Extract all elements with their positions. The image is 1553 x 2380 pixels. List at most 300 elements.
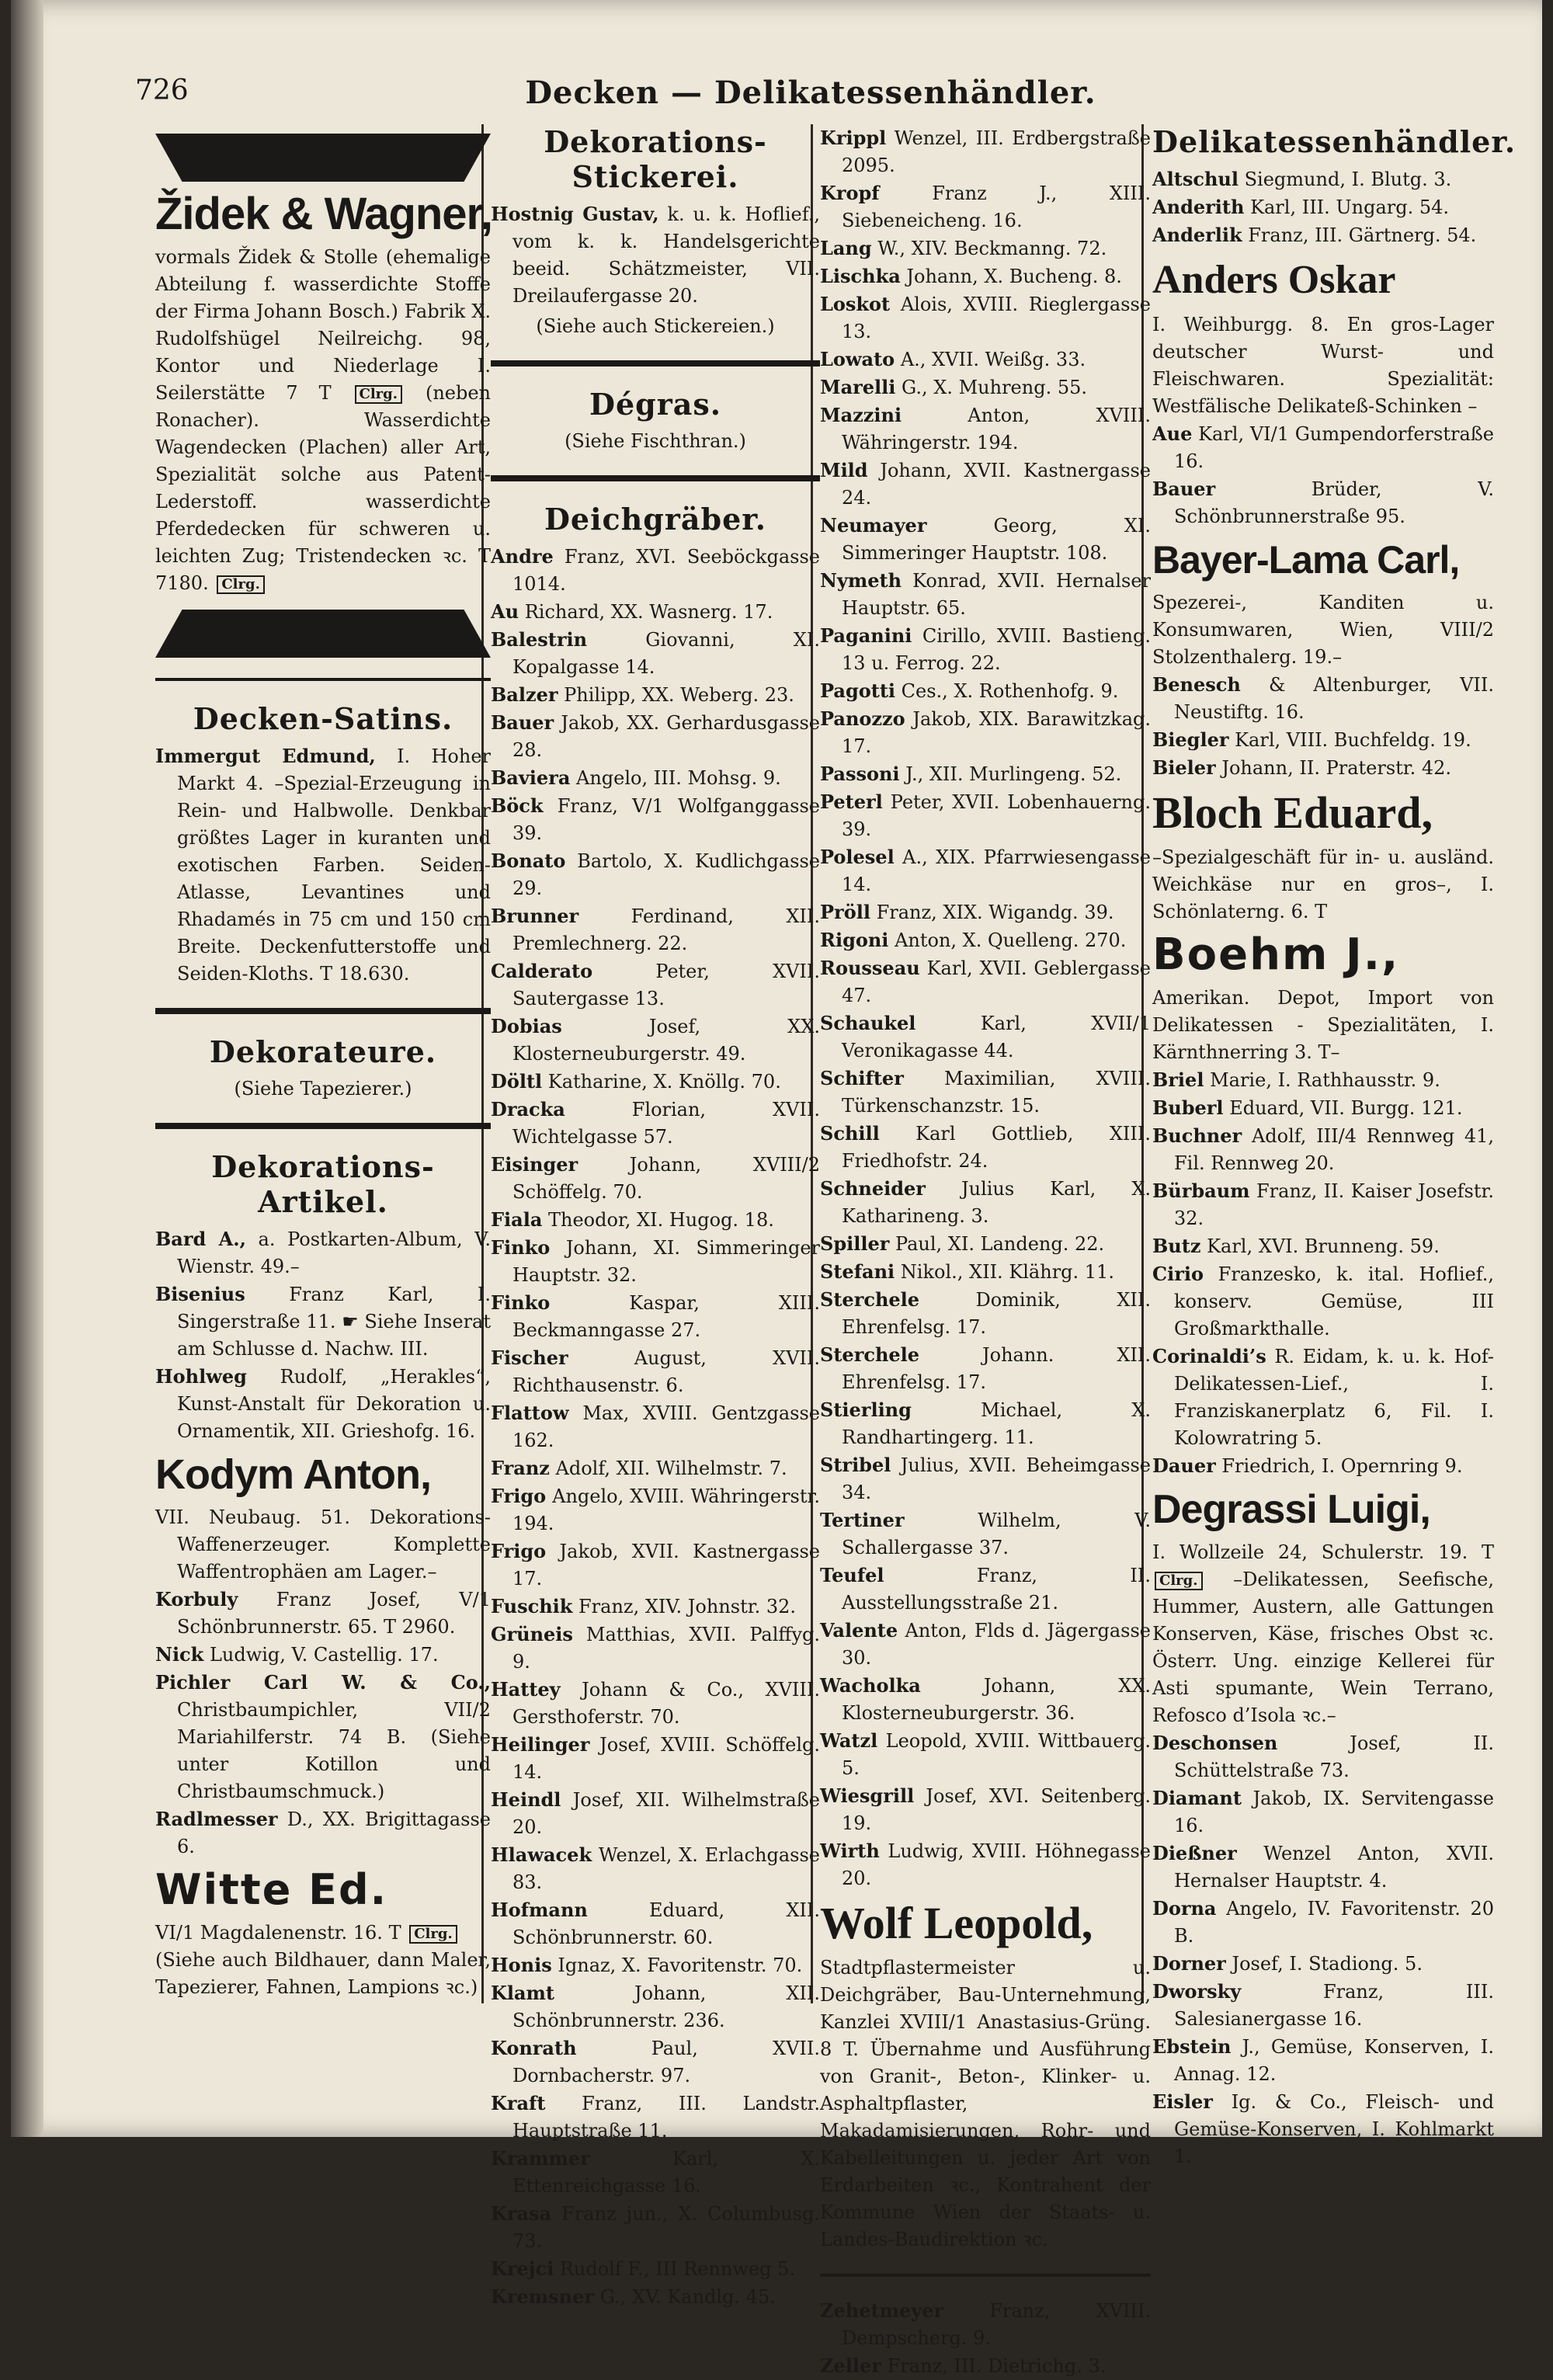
entry-text: Florian, XVII. Wichtelgasse 57.	[512, 1099, 820, 1148]
entry-name: Heilinger	[491, 1733, 590, 1756]
directory-entry	[1152, 221, 1494, 249]
directory-entry	[1152, 726, 1494, 754]
directory-entry	[491, 1731, 820, 1786]
entry-name: Bürbaum	[1152, 1180, 1250, 1202]
entry-name: Dauer	[1152, 1454, 1216, 1477]
directory-entry	[1152, 1840, 1494, 1895]
entry-name: Marelli	[820, 376, 896, 398]
entry-name: Bauer	[1152, 478, 1216, 500]
ad-degrassi-name: Degrassi Luigi,	[1152, 1487, 1430, 1532]
clearing-badge: Clrg.	[1155, 1572, 1203, 1590]
entry-text: Theodor, XI. Hugog. 18.	[548, 1209, 774, 1231]
entry-name: Balzer	[491, 683, 558, 706]
entry-name: Radlmesser	[155, 1808, 278, 1830]
section-rule	[155, 678, 491, 681]
directory-entry	[491, 957, 820, 1013]
directory-entry	[491, 1206, 820, 1234]
entry-name: Dießner	[1152, 1842, 1237, 1864]
entry-text: Karl, XVI. Brunneng. 59.	[1207, 1235, 1440, 1257]
directory-entry	[820, 1258, 1151, 1286]
entry-text: Nikol., XII. Klährg. 11.	[900, 1261, 1114, 1283]
entry-text: Wenzel, III. Erdbergstraße 2095.	[842, 127, 1151, 176]
entry-text: Franz, XIX. Wigandg. 39.	[876, 902, 1114, 923]
directory-entry	[1152, 754, 1494, 782]
entry-text: Josef, XVIII. Schöffelg. 14.	[512, 1734, 820, 1783]
directory-entry	[820, 235, 1151, 262]
directory-entry	[820, 1562, 1151, 1617]
directory-entry	[820, 926, 1151, 954]
entry-list	[1152, 671, 1494, 782]
ad-witte-text	[155, 1920, 491, 1947]
entry-text: Johann, XII. Schönbrunnerstr. 236.	[512, 1982, 820, 2031]
entry-text: k. u. k. Hoflief., vom k. k. Handelsgerichte beeid. Schätzmeister, VII. Dreilaufergasse 20.	[512, 203, 820, 307]
ad-bloch-name: Bloch Eduard,	[1152, 787, 1433, 838]
ad-zidek-text	[155, 244, 491, 597]
cross-reference: (Siehe Tapezierer.)	[234, 1078, 412, 1100]
entry-name: Franz	[491, 1457, 550, 1479]
entry-name: Hofmann	[491, 1899, 588, 1921]
entry-name: Ebstein	[1152, 2035, 1232, 2058]
entry-name: Wiesgrill	[820, 1784, 915, 1807]
entry-text: Bartolo, X. Kudlichgasse 29.	[512, 850, 820, 899]
entry-name: Krasa	[491, 2202, 552, 2225]
entry-name: Krippl	[820, 127, 887, 149]
entry-text: Karl, X. Ettenreichgasse 16.	[512, 2148, 820, 2197]
entry-name: Krejci	[491, 2257, 554, 2280]
entry-list	[1152, 420, 1494, 530]
directory-page	[11, 0, 1542, 2377]
section-rule	[820, 2274, 1151, 2277]
directory-entry	[820, 1286, 1151, 1341]
section-rule	[491, 475, 820, 481]
directory-entry	[820, 1341, 1151, 1396]
entry-text: Rudolf, „Herakles“, Kunst-Anstalt für Dekoration u. Ornamentik, XII. Grieshofg. 16.	[177, 1366, 491, 1442]
directory-entry	[820, 677, 1151, 705]
entry-name: Aue	[1152, 422, 1193, 445]
ad-degrassi-body: –Delikatessen, Seefische, Hummer, Austern, alle Gattungen Konserven, Käse, frisches Obst ꝛc. Österr. Ung. einzige Kellerei für Asti spumante, Wein Terrano, Refosco d’Isola ꝛc.–	[1152, 1569, 1494, 1726]
entry-text: Julius, XVII. Beheimgasse 34.	[842, 1454, 1151, 1503]
directory-entry	[1152, 1232, 1494, 1260]
entry-name: Loskot	[820, 293, 891, 315]
entry-list	[1152, 1066, 1494, 1480]
entry-name: Peterl	[820, 790, 883, 813]
entry-text: Kaspar, XIII. Beckmanngasse 27.	[512, 1292, 820, 1341]
entry-text: Philipp, XX. Weberg. 23.	[564, 684, 794, 706]
cross-reference: (Siehe Fischthran.)	[565, 430, 746, 452]
directory-entry	[491, 1979, 820, 2034]
directory-entry	[155, 1586, 491, 1641]
entry-name: Bisenius	[155, 1283, 245, 1305]
directory-entry	[820, 457, 1151, 512]
entry-name: Calderato	[491, 960, 593, 982]
entry-text: Wilhelm, V. Schallergasse 37.	[842, 1510, 1151, 1558]
directory-entry	[491, 1013, 820, 1068]
entry-text: Leopold, XVIII. Wittbauerg. 5.	[842, 1730, 1151, 1779]
entry-text: Peter, XVII. Sautergasse 13.	[512, 961, 820, 1009]
directory-entry	[155, 1669, 491, 1805]
directory-entry	[1152, 420, 1494, 475]
directory-entry	[820, 843, 1151, 898]
directory-entry	[491, 1537, 820, 1593]
directory-entry	[491, 792, 820, 847]
directory-entry	[491, 543, 820, 598]
page-header	[135, 75, 1486, 121]
directory-entry	[491, 1593, 820, 1621]
entry-text: Adolf, XII. Wilhelmstr. 7.	[555, 1458, 787, 1479]
entry-text: Katharine, X. Knöllg. 70.	[547, 1071, 781, 1093]
directory-entry	[1152, 193, 1494, 221]
directory-entry	[491, 2255, 820, 2283]
entry-text: Josef, XII. Wilhelmstraße 20.	[512, 1789, 820, 1838]
entry-name: Balestrin	[491, 628, 588, 651]
directory-entry	[491, 1151, 820, 1206]
ad-zidek-name: Židek & Wagner,	[155, 189, 493, 239]
entry-name: Schill	[820, 1122, 880, 1145]
entry-name: Stribel	[820, 1454, 891, 1476]
entry-name: Lowato	[820, 348, 895, 370]
directory-entry	[491, 902, 820, 957]
directory-entry	[820, 1065, 1151, 1120]
entry-text: Anton, X. Quelleng. 270.	[895, 929, 1127, 951]
phone-number: T 7180.	[155, 545, 491, 594]
directory-entry	[155, 1225, 491, 1280]
entry-name: Buchner	[1152, 1124, 1242, 1147]
entry-name: Lischka	[820, 265, 901, 287]
entry-name: Hostnig Gustav,	[491, 203, 659, 225]
directory-entry	[155, 1641, 491, 1669]
column-3	[820, 124, 1151, 2377]
entry-text: Josef, I. Stadiong. 5.	[1232, 1953, 1423, 1975]
entry-text: D., XX. Brigittagasse 6.	[177, 1808, 491, 1857]
section-heading: Decken-Satins.	[193, 701, 453, 736]
entry-text: A., XIX. Pfarrwiesengasse 14.	[842, 846, 1151, 895]
directory-entry	[820, 179, 1151, 235]
entry-name: Lang	[820, 237, 872, 259]
ad-zidek-body: vormals Židek & Stolle (ehemalige Abteilung f. wasserdichte Stoffe der Firma Johann Bosch.) Fabrik X. Rudolfshügel Neilreichg. 98, Kontor und Niederlage I. Seilerstätte 7 T	[155, 246, 491, 404]
entry-name: Rousseau	[820, 957, 920, 979]
clearing-badge: Clrg.	[409, 1925, 457, 1944]
ad-witte-address: VI/1 Magdalenenstr. 16. T	[155, 1922, 401, 1944]
entry-name: Altschul	[1152, 168, 1239, 190]
entry-text: I. Hoher Markt 4. –Spezial-Erzeugung in Rein- und Halbwolle. Denkbar größtes Lager in kuranten und exotischen Farben. Seiden-Atlasse, Levantines und Rhadamés in 75 cm und 150 cm Breite. Deckenfutterstoffe und Seiden-Kloths. T 18.630.	[177, 745, 491, 985]
entry-text: Jakob, XVII. Kastnergasse 17.	[512, 1541, 820, 1590]
entry-name: Dobias	[491, 1015, 562, 1037]
entry-text: a. Postkarten-Album, V. Wienstr. 49.–	[177, 1228, 491, 1277]
entry-name: Pichler Carl W. & Co.,	[155, 1671, 491, 1694]
entry-name: Eisinger	[491, 1153, 578, 1176]
entry-name: Buberl	[1152, 1096, 1224, 1119]
directory-entry	[820, 1451, 1151, 1506]
entry-text: Ferdinand, XII. Premlechnerg. 22.	[512, 905, 820, 954]
entry-text: Paul, XI. Landeng. 22.	[895, 1233, 1105, 1255]
entry-text: W., XIV. Beckmanng. 72.	[877, 238, 1107, 259]
entry-name: Döltl	[491, 1070, 543, 1093]
directory-entry	[1152, 1895, 1494, 1950]
directory-entry	[1152, 2088, 1494, 2170]
directory-entry	[491, 1841, 820, 1896]
entry-text: Richard, XX. Wasnerg. 17.	[524, 601, 773, 623]
entry-text: Franz, II. Ausstellungsstraße 21.	[842, 1565, 1151, 1614]
directory-entry	[820, 2352, 1151, 2380]
entry-text: Karl Gottlieb, XIII. Friedhofstr. 24.	[842, 1123, 1151, 1172]
directory-entry	[1152, 165, 1494, 193]
entry-text: G., X. Muhreng. 55.	[902, 377, 1087, 398]
entry-name: Panozzo	[820, 707, 905, 730]
entry-name: Stefani	[820, 1260, 895, 1283]
section-heading: Dekorateure.	[209, 1034, 437, 1069]
entry-text: Wenzel Anton, XVII. Hernalser Hauptstr. 4.	[1174, 1843, 1494, 1892]
entry-text: Julius Karl, X. Katharineng. 3.	[842, 1178, 1151, 1227]
book-binding	[11, 0, 43, 2137]
entry-name: Neumayer	[820, 514, 927, 537]
entry-list	[1152, 1729, 1494, 2170]
entry-name: Heindl	[491, 1788, 561, 1811]
directory-entry	[1152, 1978, 1494, 2033]
entry-name: Krammer	[491, 2147, 590, 2170]
directory-entry	[820, 1782, 1151, 1837]
entry-name: Finko	[491, 1236, 551, 1259]
entry-name: Corinaldi’s	[1152, 1345, 1266, 1367]
entry-text: Franz, XIV. Johnstr. 32.	[578, 1596, 796, 1617]
entry-text: Karl, XVII/1 Veronikagasse 44.	[842, 1013, 1151, 1061]
entry-name: Wirth	[820, 1840, 880, 1862]
column-4	[1152, 124, 1517, 2167]
entry-text: Johann, XVIII/2 Schöffelg. 70.	[512, 1154, 820, 1203]
entry-text: Wenzel, X. Erlachgasse 83.	[512, 1844, 820, 1893]
directory-entry	[155, 742, 491, 988]
directory-entry	[491, 1234, 820, 1289]
directory-entry	[820, 1396, 1151, 1451]
entry-name: Frigo	[491, 1485, 547, 1507]
entry-name: Immergut Edmund,	[155, 745, 376, 767]
entry-text: Johann, XX. Klosterneuburgerstr. 36.	[842, 1675, 1151, 1724]
directory-entry	[1152, 1343, 1494, 1452]
directory-entry	[820, 512, 1151, 567]
entry-name: Kremsner	[491, 2285, 595, 2308]
entry-text: G., XV. Kandlg. 45.	[599, 2286, 776, 2308]
ad-anders-name: Anders Oskar	[1152, 258, 1396, 302]
entry-name: Hohlweg	[155, 1365, 247, 1388]
directory-entry	[1152, 475, 1494, 530]
directory-entry	[820, 954, 1151, 1009]
entry-name: Bonato	[491, 850, 566, 872]
directory-entry	[491, 2200, 820, 2255]
entry-name: Biegler	[1152, 728, 1229, 751]
ad-boehm-text: Amerikan. Depot, Import von Delikatessen - Spezialitäten, I. Kärnthnerring 3. T–	[1152, 987, 1494, 1063]
directory-entry	[1152, 1177, 1494, 1232]
entry-name: Dworsky	[1152, 1980, 1242, 2003]
entry-name: Spiller	[820, 1232, 890, 1255]
entry-name: Sterchele	[820, 1288, 920, 1311]
directory-entry	[820, 124, 1151, 179]
entry-text: Angelo, III. Mohsg. 9.	[576, 767, 781, 789]
entry-name: Honis	[491, 1954, 552, 1976]
entry-name: Grüneis	[491, 1623, 573, 1645]
directory-entry	[155, 1280, 491, 1363]
directory-entry	[820, 760, 1151, 788]
directory-entry	[1152, 1950, 1494, 1978]
entry-text: Franzesko, k. ital. Hoflief., konserv. Gemüse, III Großmarkthalle.	[1174, 1263, 1494, 1339]
entry-name: Klamt	[491, 1982, 555, 2004]
ad-zidek-body-2: (neben Ronacher). Wasserdichte Wagendecken (Plachen) aller Art, Spezialität solche aus Patent-Lederstoff. wasserdichte Pferdedecken für schweren u. leichten Zug; Tristendecken ꝛc.	[155, 382, 491, 567]
entry-name: Kropf	[820, 182, 880, 204]
entry-name: Zeller	[820, 2354, 881, 2377]
page-title: Decken — Delikatessenhändler.	[525, 75, 1096, 111]
entry-name: Dorner	[1152, 1952, 1226, 1975]
directory-entry	[820, 567, 1151, 622]
entry-name: Deschonsen	[1152, 1732, 1278, 1754]
entry-text: Ignaz, X. Favoritenstr. 70.	[558, 1954, 803, 1976]
ad-wolf-text: Stadtpflastermeister u. Deichgräber, Bau-Unternehmung, Kanzlei XVIII/1 Anastasius-Grüng. 8 T. Übernahme und Ausführung von Granit-, Beton-, Klinker- u. Asphaltpflaster, Makadamisierungen, Rohr- und Kabelleitungen u. jeder Art von Erdarbeiten ꝛc., Kontrahent der Kommune Wien der Staats- u. Landes-Baudirektion ꝛc.	[820, 1957, 1151, 2250]
entry-name: Wacholka	[820, 1674, 921, 1697]
entry-name: Finko	[491, 1291, 551, 1314]
entry-text: Johann, XVII. Kastnergasse 24.	[842, 460, 1151, 509]
entry-text: Ludwig, V. Castellig. 17.	[209, 1644, 439, 1666]
entry-name: Böck	[491, 794, 544, 817]
entry-name: Paganini	[820, 624, 912, 647]
entry-text: Angelo, XVIII. Währingerstr. 194.	[512, 1485, 820, 1534]
entry-name: Mazzini	[820, 404, 902, 426]
entry-text: Josef, II. Schüttelstraße 73.	[1174, 1732, 1494, 1781]
entry-text: Friedrich, I. Opernring 9.	[1221, 1455, 1463, 1477]
entry-name: Fuschik	[491, 1595, 573, 1617]
ad-boehm-name: Boehm J.,	[1152, 929, 1400, 980]
entry-text: Johann. XII. Ehrenfelsg. 17.	[842, 1344, 1151, 1393]
entry-text: Georg, XI. Simmeringer Hauptstr. 108.	[842, 515, 1151, 564]
entry-name: Polesel	[820, 846, 895, 868]
entry-list	[155, 1225, 491, 1445]
directory-entry	[491, 2090, 820, 2145]
section-heading: Delikatessenhändler.	[1152, 124, 1517, 159]
entry-name: Schifter	[820, 1067, 904, 1089]
directory-entry	[491, 1454, 820, 1482]
entry-text: Brüder, V. Schönbrunnerstraße 95.	[1174, 478, 1494, 527]
entry-text: Eduard, XII. Schönbrunnerstr. 60.	[512, 1899, 820, 1948]
entry-list	[155, 1586, 491, 1861]
entry-name: Kraft	[491, 2092, 546, 2114]
entry-name: Dracka	[491, 1098, 565, 1121]
directory-entry	[820, 262, 1151, 290]
entry-text: Karl, VI/1 Gumpendorferstraße 16.	[1174, 423, 1494, 472]
entry-text: A., XVII. Weißg. 33.	[900, 349, 1086, 370]
entry-name: Briel	[1152, 1068, 1204, 1091]
entry-name: Hattey	[491, 1678, 561, 1701]
ad-kodym-text: VII. Neubaug. 51. Dekorations-Waffenerzeuger. Komplette Waffentrophäen am Lager.–	[155, 1506, 491, 1583]
entry-name: Benesch	[1152, 673, 1241, 696]
entry-text: Franz, III. Dietrichg. 3.	[887, 2355, 1107, 2377]
entry-text: Maximilian, XVIII. Türkenschanzstr. 15.	[842, 1068, 1151, 1117]
directory-entry	[491, 2034, 820, 2090]
entry-text: Konrad, XVII. Hernalser Hauptstr. 65.	[842, 570, 1151, 619]
entry-name: Frigo	[491, 1540, 547, 1562]
directory-entry	[820, 1617, 1151, 1672]
ad-degrassi-address: I. Wollzeile 24, Schulerstr. 19. T	[1152, 1541, 1494, 1563]
entry-name: Sterchele	[820, 1343, 920, 1366]
ad-bayer-name: Bayer-Lama Carl,	[1152, 538, 1460, 582]
entry-name: Passoni	[820, 763, 900, 785]
page-number: 726	[135, 75, 189, 106]
entry-name: Anderith	[1152, 196, 1245, 218]
entry-name: Flattow	[491, 1402, 569, 1424]
cross-reference: (Siehe auch Bildhauer, dann Maler, Tapezierer, Fahnen, Lampions ꝛc.)	[155, 1949, 491, 1998]
entry-text: Johann, X. Bucheng. 8.	[906, 266, 1122, 287]
section-rule	[155, 1123, 491, 1129]
directory-entry	[491, 200, 820, 310]
directory-entry	[820, 898, 1151, 926]
entry-name: Watzl	[820, 1729, 878, 1752]
entry-text: Marie, I. Rathhausstr. 9.	[1210, 1069, 1440, 1091]
entry-name: Butz	[1152, 1235, 1201, 1257]
entry-name: Schneider	[820, 1177, 926, 1200]
entry-text: Karl, XVII. Geblergasse 47.	[842, 957, 1151, 1006]
entry-name: Mild	[820, 459, 868, 481]
entry-name: Dorna	[1152, 1897, 1217, 1920]
ad-anders-text: I. Weihburgg. 8. En gros-Lager deutscher Wurst- und Fleischwaren. Spezialität: Westfälische Delikateß-Schinken –	[1152, 314, 1494, 417]
entry-list	[1152, 165, 1494, 249]
entry-list	[820, 2297, 1151, 2380]
directory-entry	[1152, 2033, 1494, 2088]
entry-text: Adolf, III/4 Rennweg 41, Fil. Rennweg 20.	[1174, 1125, 1494, 1174]
section-heading: Dégras.	[589, 387, 721, 422]
entry-text: Johann, XI. Simmeringer Hauptstr. 32.	[512, 1237, 820, 1286]
entry-text: Siegmund, I. Blutg. 3.	[1244, 169, 1452, 190]
directory-entry	[1152, 1729, 1494, 1784]
entry-name: Nick	[155, 1643, 204, 1666]
entry-text: Johann, II. Praterstr. 42.	[1221, 757, 1452, 779]
directory-entry	[491, 764, 820, 792]
entry-text: J., XII. Murlingeng. 52.	[905, 763, 1122, 785]
column-2	[491, 124, 820, 2308]
ad-bayer-text: Spezerei-, Kanditen u. Konsumwaren, Wien, VIII/2 Stolzenthalerg. 19.–	[1152, 592, 1494, 668]
directory-entry	[820, 1837, 1151, 1892]
entry-text: Franz J., XIII. Siebeneicheng. 16.	[842, 182, 1151, 231]
entry-text: Christbaumpichler, VII/2 Mariahilferstr. 74 B. (Siehe unter Kotillon und Christbaumschmuck.)	[177, 1699, 491, 1802]
directory-entry	[491, 1676, 820, 1731]
entry-name: Tertiner	[820, 1509, 905, 1531]
entry-name: Hlawacek	[491, 1843, 592, 1866]
entry-name: Fiala	[491, 1208, 543, 1231]
directory-entry	[1152, 671, 1494, 726]
entry-name: Cirio	[1152, 1263, 1204, 1285]
entry-name: Au	[491, 600, 519, 623]
entry-name: Teufel	[820, 1564, 884, 1586]
directory-entry	[491, 1951, 820, 1979]
entry-list	[491, 543, 820, 2311]
decorative-banner	[155, 134, 491, 182]
entry-text: Peter, XVII. Lobenhauerng. 39.	[842, 791, 1151, 840]
directory-entry	[491, 626, 820, 681]
entry-name: Korbuly	[155, 1588, 238, 1610]
directory-entry	[820, 1120, 1151, 1175]
entry-name: Fischer	[491, 1346, 568, 1369]
entry-name: Rigoni	[820, 929, 889, 951]
entry-text: Eduard, VII. Burgg. 121.	[1229, 1097, 1463, 1119]
entry-name: Valente	[820, 1619, 898, 1642]
section-rule	[491, 360, 820, 367]
entry-text: Michael, X. Randhartingerg. 11.	[842, 1399, 1151, 1448]
directory-entry	[491, 1786, 820, 1841]
entry-text: Jakob, XX. Gerhardusgasse 28.	[512, 712, 820, 761]
directory-entry	[491, 1621, 820, 1676]
entry-name: Brunner	[491, 905, 579, 927]
entry-name: Bard A.,	[155, 1228, 246, 1250]
directory-entry	[491, 1896, 820, 1951]
entry-text: Franz Karl, I. Singerstraße 11. ☛ Siehe Inserat am Schlusse d. Nachw. III.	[177, 1284, 491, 1360]
entry-text: Josef, XVI. Seitenberg. 19.	[842, 1785, 1151, 1834]
directory-entry	[1152, 1784, 1494, 1840]
ad-kodym-name: Kodym Anton,	[155, 1451, 431, 1498]
directory-entry	[491, 598, 820, 626]
